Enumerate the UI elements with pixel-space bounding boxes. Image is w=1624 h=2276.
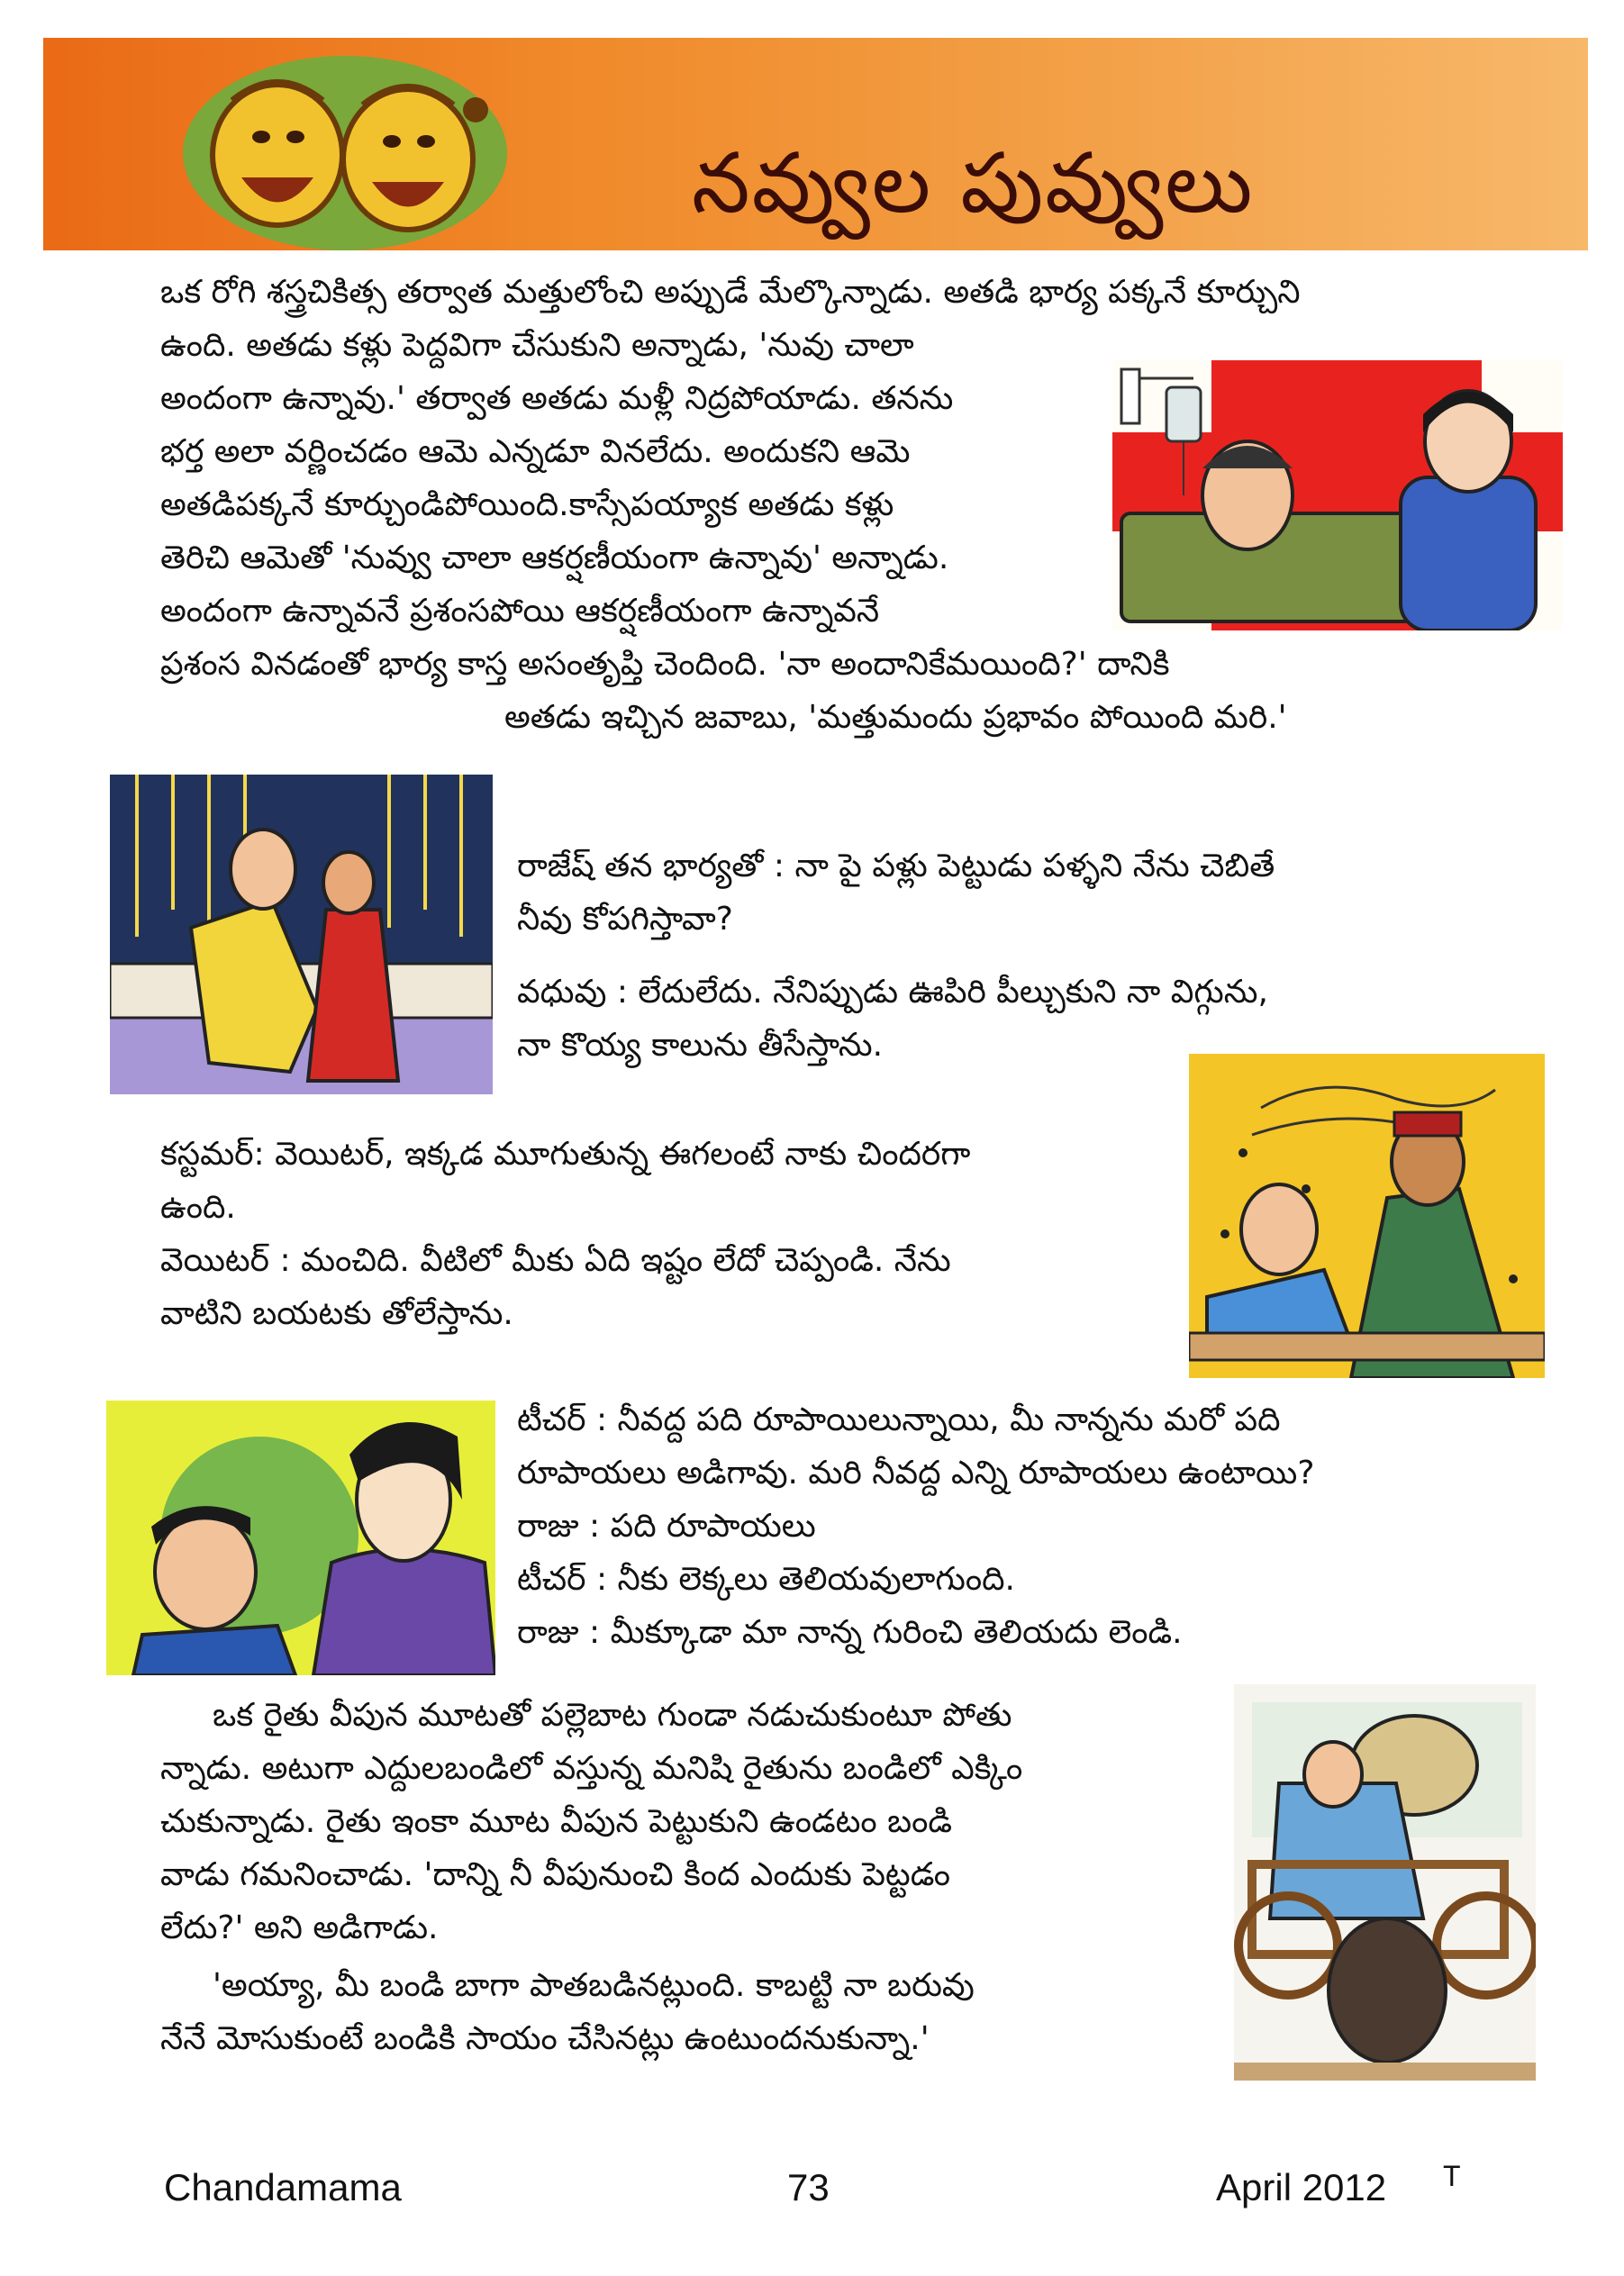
magazine-name: Chandamama	[164, 2166, 402, 2208]
hospital-bed-illustration	[1112, 360, 1563, 630]
joke-line: లేదు?' అని అడిగాడు.	[160, 1909, 439, 1946]
joke-line: ప్రశంస వినడంతో భార్య కాస్త అసంతృప్తి చెందింది. 'నా అందానికేమయింది?' దానికి	[160, 646, 1170, 683]
joke-line: టీచర్ : నీవద్ద పది రూపాయిలున్నాయి, మీ నాన్నను మరో పది	[517, 1401, 1281, 1438]
teacher-student-illustration	[106, 1401, 495, 1675]
joke-line: వధువు : లేదులేదు. నేనిప్పుడు ఊపిరి పీల్చుకుని నా విగ్గును,	[517, 974, 1268, 1011]
joke-line: తెరిచి ఆమెతో 'నువ్వు చాలా ఆకర్షణీయంగా ఉన్నావు' అన్నాడు.	[160, 540, 949, 576]
joke-line: అతడిపక్కనే కూర్చుండిపోయింది.కాస్సేపయ్యాక అతడు కళ్లు	[160, 486, 894, 523]
joke-line: నేనే మోసుకుంటే బండికి సాయం చేసినట్లు ఉంటుందనుకున్నా.'	[160, 2020, 930, 2057]
joke-line: రాజు : మీక్కూడా మా నాన్న గురించి తెలియదు లెండి.	[517, 1614, 1183, 1651]
joke-line: వాడు గమనించాడు. 'దాన్ని నీ వీపునుంచి కింద ఎందుకు పెట్టడం	[160, 1856, 951, 1893]
joke-line: ఉంది. అతడు కళ్లు పెద్దవిగా చేసుకుని అన్నాడు, 'నువు చాలా	[160, 327, 914, 364]
joke-line: నా కొయ్య కాలును తీసేస్తాను.	[517, 1027, 884, 1064]
joke-line: ఉంది.	[160, 1189, 236, 1226]
joke-line: కస్టమర్: వెయిటర్, ఇక్కడ మూగుతున్న ఈగలంటే నాకు చిందరగా	[160, 1136, 971, 1173]
joke-line: అందంగా ఉన్నావనే ప్రశంసపోయి ఆకర్షణీయంగా ఉన్నావనే	[160, 593, 880, 630]
bullock-cart-illustration	[1234, 1684, 1536, 2081]
joke-line: ఒక రోగి శస్త్రచికిత్స తర్వాత మత్తులోంచి అప్పుడే మేల్కొన్నాడు. అతడి భార్య పక్కనే కూర్చుని	[160, 274, 1301, 311]
joke-line: భర్త అలా వర్ణించడం ఆమె ఎన్నడూ వినలేదు. అందుకని ఆమె	[160, 433, 911, 470]
joke-line: న్నాడు. అటుగా ఎద్దులబండిలో వస్తున్న మనిషి రైతును బండిలో ఎక్కిం	[160, 1750, 1023, 1787]
joke-line: 'అయ్యా, మీ బండి బాగా పాతబడినట్లుంది. కాబట్టి నా బరువు	[213, 1967, 975, 2004]
wedding-couple-illustration	[110, 775, 493, 1094]
joke-line: వాటిని బయటకు తోలేస్తాను.	[160, 1295, 513, 1332]
joke-line: చుకున్నాడు. రైతు ఇంకా మూట వీపున పెట్టుకుని ఉండటం బండి	[160, 1803, 953, 1840]
joke-line: అతడు ఇచ్చిన జవాబు, 'మత్తుమందు ప్రభావం పోయింది మరి.'	[504, 699, 1287, 736]
page-title: నవ్వుల పువ్వులు	[692, 135, 1255, 231]
page-number: 73	[787, 2166, 830, 2208]
joke-line: అందంగా ఉన్నావు.' తర్వాత అతడు మళ్లీ నిద్రపోయాడు. తనను	[160, 380, 954, 417]
page-mark: T	[1443, 2160, 1461, 2192]
joke-line: టీచర్ : నీకు లెక్కలు తెలియవులాగుంది.	[517, 1561, 1015, 1598]
laughing-faces-logo-icon	[178, 47, 512, 254]
joke-line: రాజు : పది రూపాయలు	[517, 1508, 816, 1545]
joke-line: రూపాయలు అడిగావు. మరి నీవద్ద ఎన్ని రూపాయలు ఉంటాయి?	[517, 1455, 1315, 1492]
header-banner	[43, 38, 1588, 250]
joke-line: ఒక రైతు వీపున మూటతో పల్లెబాట గుండా నడుచుకుంటూ పోతు	[213, 1697, 1012, 1734]
joke-line: వెయిటర్ : మంచిది. వీటిలో మీకు ఏది ఇష్టం లేదో చెప్పండి. నేను	[160, 1242, 951, 1279]
joke-line: నీవు కోపగిస్తావా?	[517, 901, 733, 938]
issue-date: April 2012	[1216, 2166, 1387, 2208]
restaurant-waiter-illustration	[1189, 1054, 1545, 1378]
joke-line: రాజేష్ తన భార్యతో : నా పై పళ్లు పెట్టుడు పళ్ళని నేను చెబితే	[517, 848, 1275, 884]
